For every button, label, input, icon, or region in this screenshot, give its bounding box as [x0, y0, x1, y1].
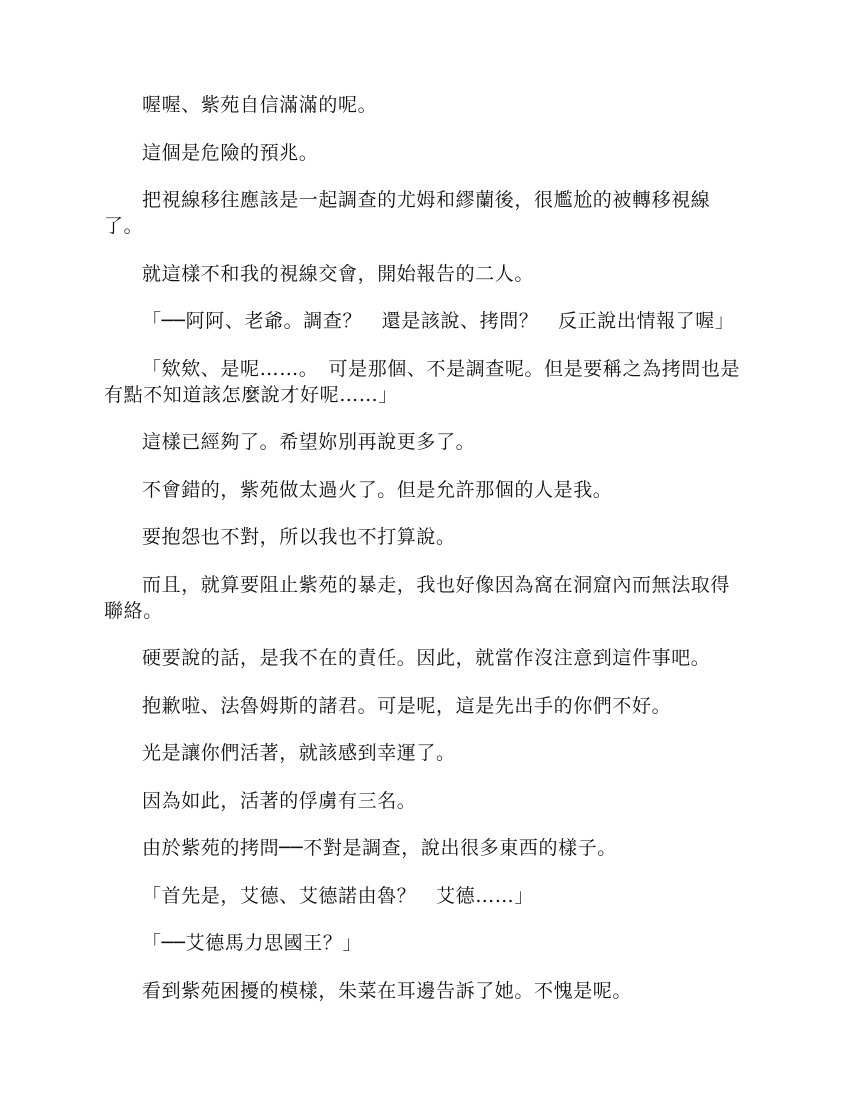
paragraph-16: 「首先是，艾德、艾德諾由魯？ 艾德……」: [142, 884, 535, 907]
paragraph-9: 要抱怨也不對，所以我也不打算說。: [142, 526, 456, 548]
paragraph-5: 「──阿阿、老爺。調查？ 還是該說、拷問？ 反正說出情報了喔」: [142, 310, 735, 332]
paragraph-13: 光是讓你們活著，就該感到幸運了。: [142, 742, 456, 764]
paragraph-15: 由於紫苑的拷問──不對是調查，說出很多東西的樣子。: [142, 837, 617, 859]
paragraph-7: 這樣已經夠了。希望妳別再說更多了。: [142, 431, 476, 453]
paragraph-18: 看到紫苑困擾的模樣，朱菜在耳邊告訴了她。不愧是呢。: [142, 979, 633, 1002]
paragraph-8: 不會錯的，紫苑做太過火了。但是允許那個的人是我。: [142, 478, 613, 501]
paragraph-11: 硬要說的話，是我不在的責任。因此，就當作沒注意到這件事吧。: [142, 647, 711, 669]
paragraph-14: 因為如此，活著的俘虜有三名。: [142, 789, 417, 812]
paragraph-10: 而且，就算要阻止紫苑的暴走，我也好像因為窩在洞窟內而無法取得聯絡。: [104, 573, 731, 622]
paragraph-2: 這個是危險的預兆。: [142, 141, 319, 164]
paragraph-12: 抱歉啦、法魯姆斯的諸君。可是呢，這是先出手的你們不好。: [142, 694, 672, 717]
paragraph-3: 把視線移往應該是一起調查的尤姆和繆蘭後，很尷尬的被轉移視線了。: [104, 189, 711, 237]
paragraph-6: 「欸欸、是呢……。 可是那個、不是調查呢。但是要稱之為拷問也是有點不知道該怎麼說才好呢……」: [104, 357, 741, 406]
paragraph-1: 喔喔、紫苑自信滿滿的呢。: [142, 94, 378, 116]
paragraph-17: 「──艾德馬力思國王？」: [142, 932, 363, 954]
paragraph-4: 就這樣不和我的視線交會，開始報告的二人。: [142, 262, 535, 285]
document-page: [104, 92, 746, 1025]
